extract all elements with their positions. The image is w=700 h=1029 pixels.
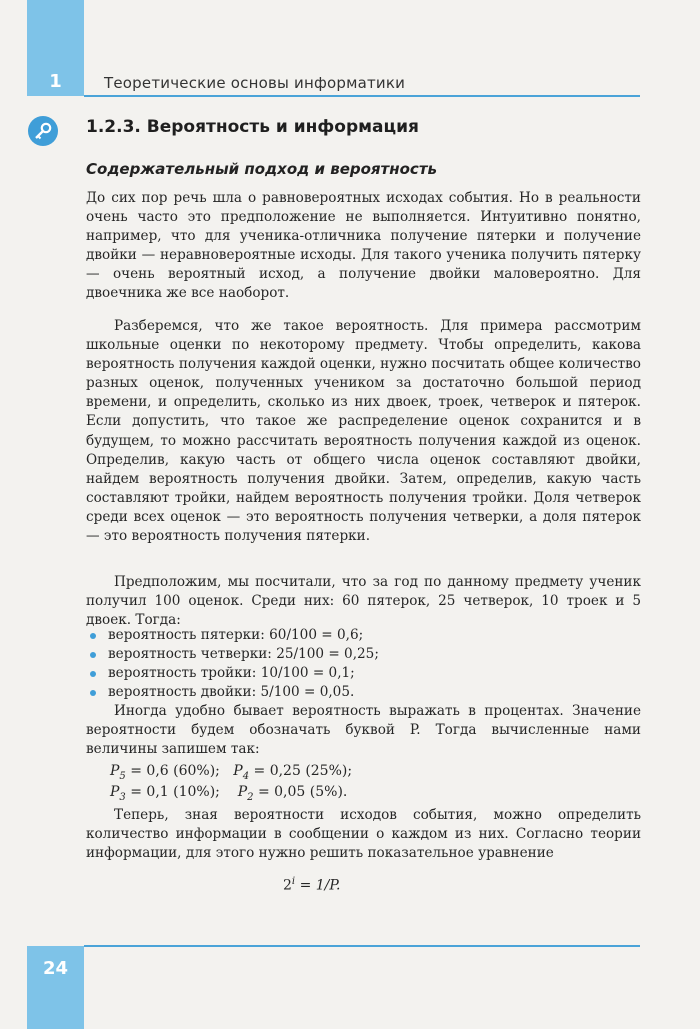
- formula-sub: 4: [242, 770, 250, 782]
- formula-sub: 5: [119, 770, 126, 782]
- formula-sub: 3: [119, 791, 126, 803]
- formula-value: = 0,25 (25%);: [249, 763, 353, 779]
- list-item: вероятность двойки: 5/100 = 0,05.: [86, 683, 641, 702]
- section-title: 1.2.3. Вероятность и информация: [86, 117, 419, 137]
- formula-symbol: P: [237, 784, 248, 800]
- footer-divider: [84, 945, 640, 947]
- formula-value: = 0,6 (60%);: [125, 763, 220, 779]
- formula-value: = 0,05 (5%).: [253, 784, 348, 800]
- paragraph-final-block: [86, 806, 641, 863]
- subsection-title: Содержательный подход и вероятность: [86, 160, 437, 178]
- list-item: вероятность тройки: 10/100 = 0,1;: [86, 664, 641, 683]
- list-item: вероятность пятерки: 60/100 = 0,6;: [86, 626, 641, 645]
- paragraph-1: До сих пор речь шла о равновероятных исходах события. Но в реальности очень часто это предположение не выполняется. Интуитивно понятно, например, что для ученика-отличника получение пятерки и получение двойки — неравновероятные исходы. Для такого ученика получить пятерку — очень вероятный исход, а получение двойки маловероятно. Для двоечника же все наоборот.: [86, 190, 641, 302]
- header-divider: [84, 95, 640, 97]
- formula-line-2: [110, 782, 347, 808]
- formula-symbol: P: [233, 763, 243, 779]
- exponential-equation: [283, 876, 340, 894]
- key-glyph: [33, 121, 53, 141]
- paragraph-probability: [86, 317, 641, 546]
- formula-symbol: P: [110, 763, 120, 779]
- equation-rhs: = 1/P.: [295, 877, 341, 894]
- chapter-number: 1: [49, 70, 62, 92]
- paragraph-5: Теперь, зная вероятности исходов события, можно определить количество информации в сообщении о каждом из них. Согласно теории информации, для этого нужно решить показательное уравнение: [86, 807, 641, 862]
- probability-list: [86, 626, 641, 702]
- formula-sub: 2: [247, 791, 254, 803]
- chapter-title: Теоретические основы информатики: [104, 74, 406, 92]
- equation-exponent: i: [291, 876, 296, 887]
- formula-symbol: P: [110, 784, 120, 800]
- paragraph-intro: [86, 189, 641, 304]
- paragraph-example: [86, 573, 641, 630]
- key-icon: [28, 116, 58, 146]
- paragraph-2: Разберемся, что же такое вероятность. Для примера рассмотрим школьные оценки по некоторому предмету. Чтобы определить, какова вероятность получения каждой оценки, нужно посчитать общее количество разных оценок, полученных учеником за достаточно большой период времени, и определить, сколько из них двоек, троек, четверок и пятерок. Если допустить, что такое же распределение оценок сохранится и в будущем, то можно рассчитать вероятность получения каждой из оценок. Определив, какую часть от общего числа оценок составляют двойки, найдем вероятность получения двойки. Затем, определив, какую часть составляют тройки, найдем вероятность получения тройки. Доля четверок среди всех оценок — это вероятность получения четверки, а доля пятерок — это вероятность получения пятерки.: [86, 318, 641, 545]
- list-item: вероятность четверки: 25/100 = 0,25;: [86, 645, 641, 664]
- paragraph-3: Предположим, мы посчитали, что за год по данному предмету ученик получил 100 оценок. Среди них: 60 пятерок, 25 четверок, 10 троек и 5 двоек. Тогда:: [86, 574, 641, 629]
- formula-value: = 0,1 (10%);: [125, 784, 220, 800]
- paragraph-percent-block: [86, 702, 641, 759]
- equation-base: 2: [283, 877, 292, 894]
- page-number: 24: [42, 958, 69, 979]
- paragraph-4: Иногда удобно бывает вероятность выражать в процентах. Значение вероятности будем обозначать буквой P. Тогда вычисленные нами величины запишем так:: [86, 703, 641, 758]
